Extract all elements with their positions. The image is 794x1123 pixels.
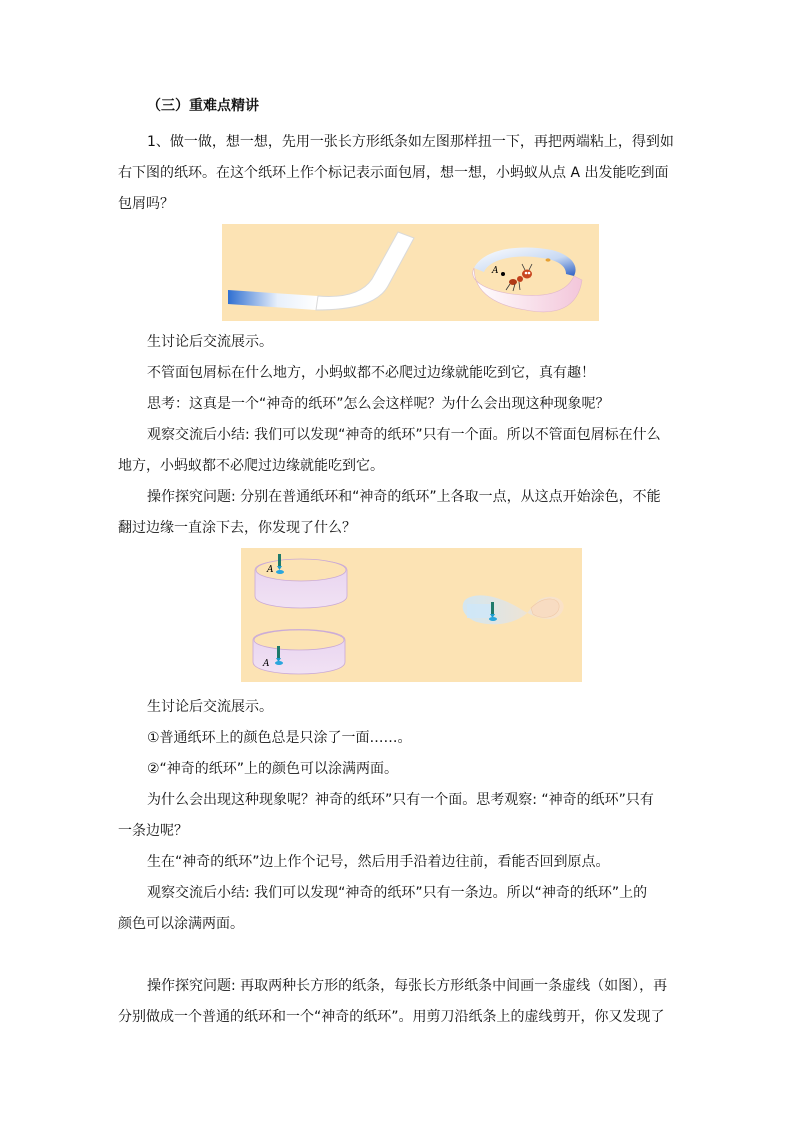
ring-coloring-figure (241, 548, 582, 682)
crumb-icon (546, 258, 551, 261)
paragraph-line: 操作探究问题: 再取两种长方形的纸条，每张长方形纸条中间画一条虚线（如图），再 (147, 978, 668, 994)
point-a-label: A (492, 266, 499, 276)
paragraph-line: 地方，小蚂蚁都不必爬过边缘就能吃到它。 (118, 458, 384, 474)
ant-icon (506, 264, 532, 291)
point-a-label: A (267, 565, 274, 575)
paragraph-line: 观察交流后小结: 我们可以发现“神奇的纸环”只有一条边。所以“神奇的纸环”上的 (147, 885, 648, 901)
mobius-ring (463, 595, 564, 624)
paragraph-line: 分别做成一个普通的纸环和一个“神奇的纸环”。用剪刀沿纸条上的虚线剪开，你又发现了 (118, 1009, 665, 1025)
section-title: （三）重难点精讲 (147, 98, 259, 114)
paragraph-line: 生在“神奇的纸环”边上作个记号，然后用手沿着边往前，看能否回到原点。 (147, 854, 610, 870)
flat-twisted-strip (228, 232, 414, 310)
paragraph-line: 不管面包屑标在什么地方，小蚂蚁都不必爬过边缘就能吃到它，真有趣！ (147, 365, 595, 381)
ordinary-ring-bottom (253, 630, 345, 675)
paragraph-line: 生讨论后交流展示。 (147, 334, 273, 350)
paragraph-line: 思考：这真是一个“神奇的纸环”怎么会这样呢？为什么会出现这种现象呢？ (147, 396, 610, 412)
paragraph-line: 右下图的纸环。在这个纸环上作个标记表示面包屑，想一想，小蚂蚁从点 A 出发能吃到面 (118, 165, 669, 181)
paragraph-line: 观察交流后小结: 我们可以发现“神奇的纸环”只有一个面。所以不管面包屑标在什么 (147, 427, 661, 443)
twisted-ring (473, 247, 582, 311)
mobius-strip-figure (222, 224, 599, 321)
paragraph-line: 一条边呢？ (118, 823, 188, 839)
ordinary-ring-top (255, 554, 347, 608)
paragraph-line: 包屑吗？ (118, 196, 174, 212)
paragraph-line: 颜色可以涂满两面。 (118, 916, 244, 932)
paragraph-line: 1、做一做，想一想，先用一张长方形纸条如左图那样扭一下，再把两端粘上，得到如 (147, 134, 674, 150)
point-a-label: A (263, 659, 270, 669)
paragraph-line: 操作探究问题: 分别在普通纸环和“神奇的纸环”上各取一点，从这点开始涂色，不能 (147, 489, 661, 505)
paragraph-line: 生讨论后交流展示。 (147, 699, 273, 715)
paragraph-line: ②“神奇的纸环”上的颜色可以涂满两面。 (147, 761, 399, 777)
point-a-marker (501, 272, 505, 276)
paragraph-line: 翻过边缘一直涂下去，你发现了什么？ (118, 520, 356, 536)
paragraph-line: 为什么会出现这种现象呢？神奇的纸环”只有一个面。思考观察: “神奇的纸环”只有 (147, 792, 654, 808)
paragraph-line: ①普通纸环上的颜色总是只涂了一面……。 (147, 730, 412, 746)
